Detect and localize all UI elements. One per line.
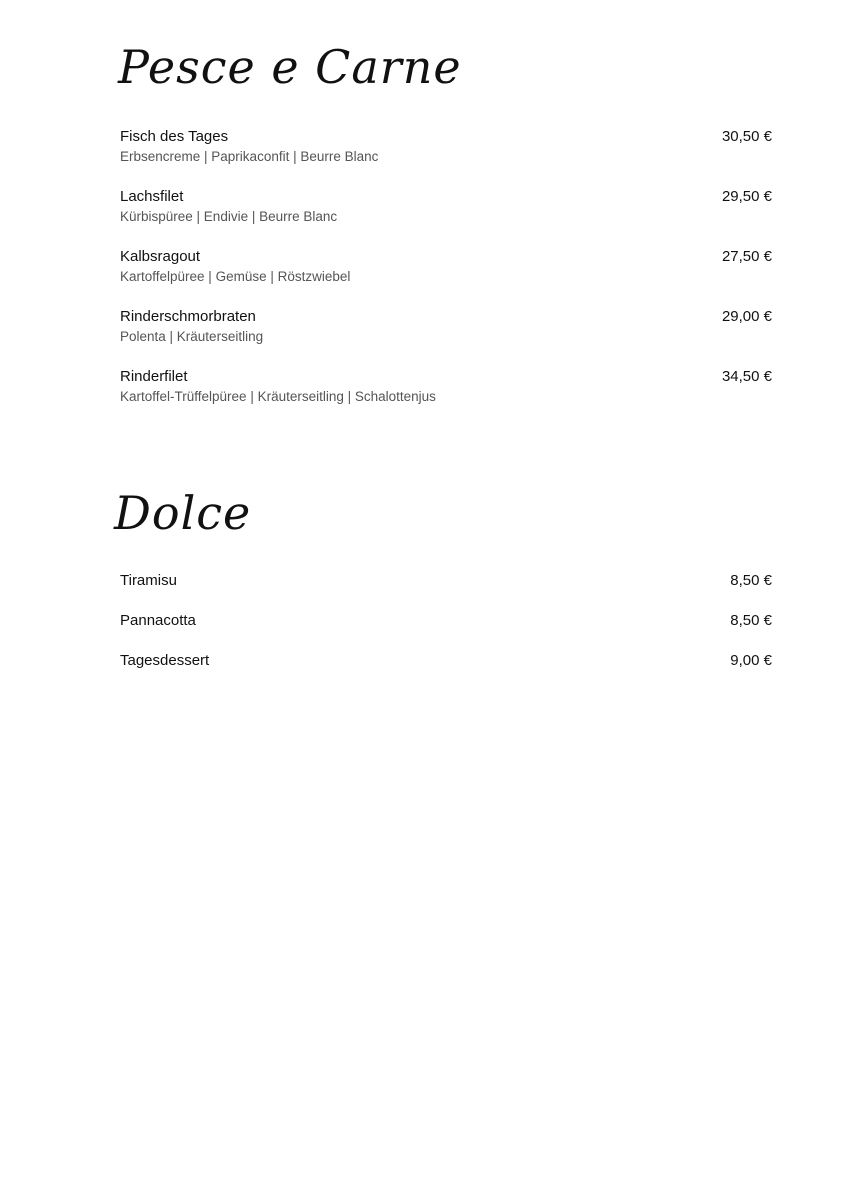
item-price: 9,00 € xyxy=(730,652,772,669)
menu-item xyxy=(120,128,772,188)
menu-item xyxy=(120,652,772,692)
section-title-dolce: Dolce xyxy=(114,486,252,540)
section-title-pesce-e-carne: Pesce e Carne xyxy=(118,40,462,94)
item-name: Rinderschmorbraten xyxy=(120,308,256,325)
item-description: Kartoffel-Trüffelpüree | Kräuterseitling | Schalottenjus xyxy=(120,389,436,404)
item-description: Kürbispüree | Endivie | Beurre Blanc xyxy=(120,209,338,224)
item-name: Kalbsragout xyxy=(120,248,201,265)
item-price: 34,50 € xyxy=(721,368,772,385)
item-description: Erbsencreme | Paprikaconfit | Beurre Blanc xyxy=(120,149,379,164)
menu-item xyxy=(120,308,772,368)
menu-item xyxy=(120,188,772,248)
item-description: Kartoffelpüree | Gemüse | Röstzwiebel xyxy=(120,269,351,284)
item-price: 27,50 € xyxy=(721,248,772,265)
item-name: Lachsfilet xyxy=(120,188,184,205)
menu-item xyxy=(120,248,772,308)
item-description: Polenta | Kräuterseitling xyxy=(120,329,264,344)
menu-list-pesce-e-carne xyxy=(120,128,772,428)
menu-item xyxy=(120,368,772,428)
item-price: 29,00 € xyxy=(721,308,772,325)
menu-list-dolce xyxy=(120,572,772,692)
menu-item xyxy=(120,612,772,652)
item-name: Fisch des Tages xyxy=(120,128,229,145)
item-name: Rinderfilet xyxy=(120,368,188,385)
menu-item xyxy=(120,572,772,612)
item-name: Tiramisu xyxy=(120,572,177,589)
item-price: 30,50 € xyxy=(721,128,772,145)
item-name: Pannacotta xyxy=(120,612,196,629)
item-price: 29,50 € xyxy=(721,188,772,205)
item-price: 8,50 € xyxy=(730,612,772,629)
item-name: Tagesdessert xyxy=(120,652,210,669)
item-price: 8,50 € xyxy=(730,572,772,589)
